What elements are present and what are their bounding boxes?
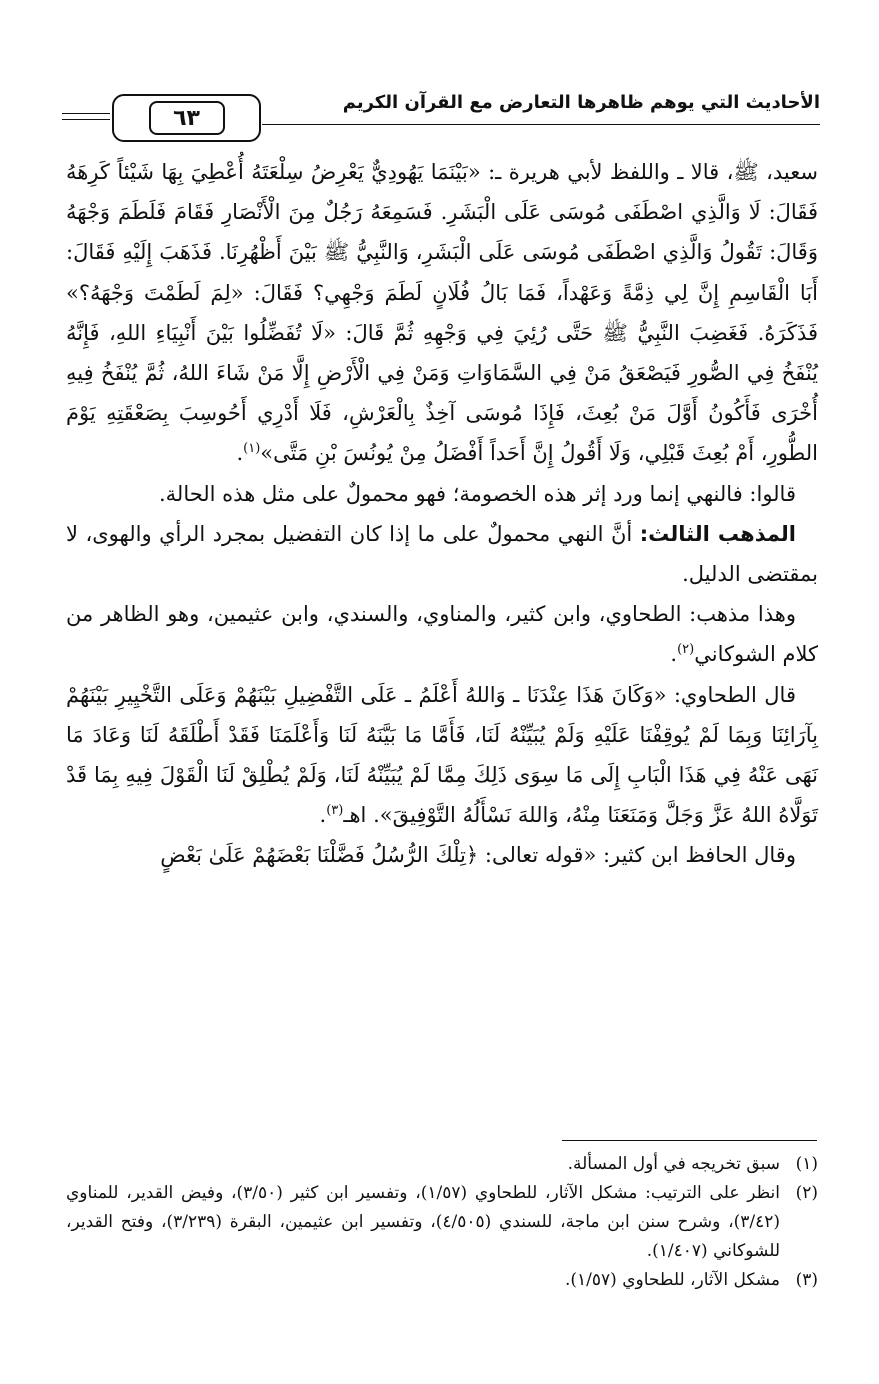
paragraph: [66, 152, 818, 474]
paragraph-text: أنَّ النهي محمولٌ على ما إذا كان التفضيل بمجرد الرأي والهوى، لا بمقتضى الدليل.: [66, 521, 818, 587]
paragraph-text: سعيد، ﷺ، قالا ـ واللفظ لأبي هريرة ـ: «بَيْنَمَا يَهُودِيٌّ يَعْرِضُ سِلْعَتَهُ أُعْطِيَ بِهَا شَيْئاً كَرِهَهُ فَقَالَ: لَا وَالَّذِي اصْطَفَى مُوسَى عَلَى الْبَشَرِ. فَسَمِعَهُ رَجُلٌ مِنَ الْأَنْصَارِ فَقَامَ فَلَطَمَ وَجْهَهُ وَقَالَ: تَقُولُ وَالَّذِي اصْطَفَى مُوسَى عَلَى الْبَشَرِ، وَالنَّبِيُّ ﷺ بَيْنَ أَظْهُرِنَا. فَذَهَبَ إِلَيْهِ فَقَالَ: أَبَا الْقَاسِمِ إِنَّ لِي ذِمَّةً وَعَهْداً، فَمَا بَالُ فُلَانٍ لَطَمَ وَجْهِي؟ فَقَالَ: «لِمَ لَطَمْتَ وَجْهَهُ؟» فَذَكَرَهُ. فَغَضِبَ النَّبِيُّ ﷺ حَتَّى رُئِيَ فِي وَجْهِهِ ثُمَّ قَالَ: «لَا تُفَضِّلُوا بَيْنَ أَنْبِيَاءِ اللهِ، فَإِنَّهُ يُنْفَخُ فِي الصُّورِ فَيَصْعَقُ مَنْ فِي السَّمَاوَاتِ وَمَنْ فِي الْأَرْضِ إِلَّا مَنْ شَاءَ اللهُ، ثُمَّ يُنْفَخُ فِيهِ أُخْرَى فَأَكُونُ أَوَّلَ مَنْ بُعِثَ، فَإِذَا مُوسَى آخِذٌ بِالْعَرْشِ، فَلَا أَدْرِي أَحُوسِبَ بِصَعْقَتِهِ يَوْمَ الطُّورِ، أَمْ بُعِثَ قَبْلِي، وَلَا أَقُولُ إِنَّ أَحَداً أَفْضَلُ مِنْ يُونُسَ بْنِ مَتَّى»: [66, 160, 818, 466]
footnote-number: (٣): [795, 1270, 818, 1290]
footnote-divider: [562, 1140, 817, 1141]
paragraph-text: وقال الحافظ ابن كثير: «قوله تعالى: ﴿تِلْكَ الرُّسُلُ فَضَّلْنَا بَعْضَهُمْ عَلَىٰ بَعْضٍ: [160, 843, 796, 868]
running-title: الأحاديث التي يوهم ظاهرها التعارض مع القرآن الكريم: [342, 92, 820, 113]
paragraph-end: .: [670, 642, 678, 667]
footnote-text: مشكل الآثار، للطحاوي (١/٥٧).: [565, 1270, 780, 1290]
footnotes: [66, 1150, 818, 1295]
footnote-number: (١): [795, 1154, 818, 1174]
footnote-number: (٢): [795, 1183, 818, 1203]
paragraph: [66, 835, 818, 875]
header-rule: [262, 124, 820, 125]
footnote: [66, 1179, 818, 1266]
header-left-rule: [62, 113, 110, 114]
section-heading: المذهب الثالث:: [639, 521, 796, 546]
paragraph: [66, 514, 818, 594]
page-header: [62, 86, 820, 146]
paragraph-text: قالوا: فالنهي إنما ورد إثر هذه الخصومة؛ فهو محمولٌ على مثل هذه الحالة.: [158, 481, 796, 506]
footnote-marker: (١): [243, 441, 261, 457]
footnote-marker: (٢): [677, 642, 695, 658]
page-number: ٦٣: [149, 101, 225, 135]
footnote-text: سبق تخريجه في أول المسألة.: [567, 1154, 780, 1174]
footnote-marker: (٣): [326, 803, 344, 819]
footnote: [66, 1150, 818, 1179]
main-text: [66, 152, 818, 876]
paragraph: [66, 474, 818, 514]
paragraph-end: .: [236, 441, 244, 466]
paragraph-text: وهذا مذهب: الطحاوي، وابن كثير، والمناوي، والسندي، وابن عثيمين، وهو الظاهر من كلام الشوكاني: [66, 602, 818, 667]
paragraph: [66, 594, 818, 674]
footnote-text: انظر على الترتيب: مشكل الآثار، للطحاوي (١/٥٧)، وتفسير ابن كثير (٣/٥٠)، وفيض القدير، للمناوي (٣/٤٢)، وشرح سنن ابن ماجة، للسندي (٤/٥٠٥)، وتفسير ابن عثيمين، البقرة (٣/٢٣٩)، وفتح القدير، للشوكاني (١/٤٠٧).: [66, 1183, 781, 1261]
paragraph-text: قال الطحاوي: «وَكَانَ هَذَا عِنْدَنَا ـ وَاللهُ أَعْلَمُ ـ عَلَى التَّفْضِيلِ بَيْنَهُمْ وَعَلَى التَّخْيِيرِ بَيْنَهُمْ بِآرَائِنَا وَبِمَا لَمْ يُوقِفْنَا عَلَيْهِ وَلَمْ يُبَيِّنْهُ لَنَا، فَأَمَّا مَا بَيَّنَهُ لَنَا وَأَعْلَمَنَا فَقَدْ أَطْلَقَهُ لَنَا وَعَادَ مَا نَهَى عَنْهُ فِي هَذَا الْبَابِ إِلَى مَا سِوَى ذَلِكَ مِمَّا لَمْ يُبَيِّنْهُ لَنَا، وَلَمْ يُطْلِقْ لَنَا الْقَوْلَ فِيهِ بِمَا قَدْ تَوَلَّاهُ اللهُ عَزَّ وَجَلَّ وَمَنَعَنَا مِنْهُ، وَاللهَ نَسْأَلُهُ التَّوْفِيقَ». اهـ: [66, 682, 818, 828]
paragraph-end: .: [319, 803, 327, 828]
page-number-frame: [112, 94, 261, 142]
footnote: [66, 1266, 818, 1295]
paragraph: [66, 675, 818, 836]
header-left-rule: [62, 119, 110, 120]
